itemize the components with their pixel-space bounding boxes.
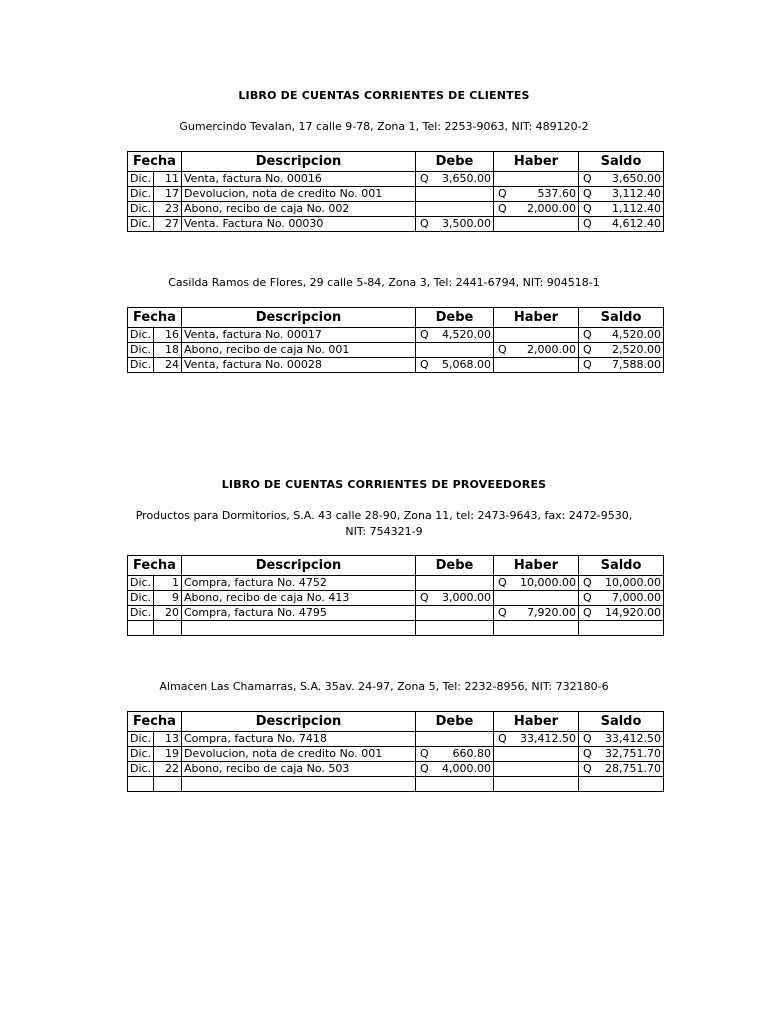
currency-symbol: Q [583,762,592,775]
col-header-haber: Haber [494,712,579,732]
header-row [128,152,664,172]
cell-description: Abono, recibo de caja No. 001 [182,343,416,358]
currency-symbol: Q [420,217,429,230]
table-row [128,328,664,343]
col-header-saldo: Saldo [579,712,664,732]
cell-debe [416,328,494,343]
cell-saldo [579,202,664,217]
header-row [128,712,664,732]
cell-day: 13 [154,732,182,747]
cell-saldo [579,217,664,232]
table-row [128,358,664,373]
amount-value: 3,650.00 [612,172,661,185]
amount-value: 3,000.00 [442,591,491,604]
cell-month: Dic. [128,732,154,747]
currency-symbol: Q [498,576,507,589]
amount-value: 4,520.00 [612,328,661,341]
cell-description: Devolucion, nota de credito No. 001 [182,187,416,202]
cell-debe [416,762,494,777]
currency-symbol: Q [583,747,592,760]
col-header-descripcion: Descripcion [182,712,416,732]
cell-haber [494,358,579,373]
amount-value: 7,000.00 [612,591,661,604]
account-party-dormitorios [0,508,768,540]
cell-day: 11 [154,172,182,187]
party-line-2: NIT: 754321-9 [345,525,423,538]
cell-saldo [579,732,664,747]
amount-value: 2,520.00 [612,343,661,356]
cell-day: 20 [154,606,182,621]
cell-saldo [579,576,664,591]
table-row [128,187,664,202]
cell-debe [416,606,494,621]
cell-description: Abono, recibo de caja No. 503 [182,762,416,777]
cell-month: Dic. [128,358,154,373]
cell-description: Venta, factura No. 00017 [182,328,416,343]
currency-symbol: Q [498,187,507,200]
cell-month: Dic. [128,591,154,606]
amount-value: 4,520.00 [442,328,491,341]
cell-haber [494,343,579,358]
col-header-haber: Haber [494,556,579,576]
amount-value: 1,112.40 [612,202,661,215]
empty-cell [182,777,416,792]
table-row [128,576,664,591]
currency-symbol: Q [420,762,429,775]
currency-symbol: Q [583,576,592,589]
amount-value: 3,650.00 [442,172,491,185]
cell-description: Compra, factura No. 4795 [182,606,416,621]
cell-haber [494,187,579,202]
cell-saldo [579,606,664,621]
empty-cell [182,621,416,636]
cell-day: 27 [154,217,182,232]
header-row [128,308,664,328]
currency-symbol: Q [583,328,592,341]
col-header-haber: Haber [494,152,579,172]
amount-value: 3,500.00 [442,217,491,230]
amount-value: 10,000.00 [605,576,661,589]
cell-debe [416,576,494,591]
cell-day: 9 [154,591,182,606]
currency-symbol: Q [420,358,429,371]
cell-haber [494,591,579,606]
col-header-saldo: Saldo [579,308,664,328]
cell-debe [416,202,494,217]
cell-day: 19 [154,747,182,762]
amount-value: 537.60 [537,187,576,200]
cell-month: Dic. [128,343,154,358]
amount-value: 4,612.40 [612,217,661,230]
empty-row [128,621,664,636]
currency-symbol: Q [583,343,592,356]
header-row [128,556,664,576]
account-party-gumercindo: Gumercindo Tevalan, 17 calle 9-78, Zona 1, Tel: 2253-9063, NIT: 489120-2 [179,120,589,133]
cell-debe [416,343,494,358]
account-party-casilda: Casilda Ramos de Flores, 29 calle 5-84, Zona 3, Tel: 2441-6794, NIT: 904518-1 [168,276,600,289]
col-header-debe: Debe [416,556,494,576]
table-row [128,732,664,747]
currency-symbol: Q [420,747,429,760]
cell-month: Dic. [128,606,154,621]
empty-cell [154,621,182,636]
cell-month: Dic. [128,202,154,217]
empty-cell [128,777,154,792]
table-row [128,762,664,777]
col-header-debe: Debe [416,308,494,328]
col-header-fecha: Fecha [128,712,182,732]
currency-symbol: Q [583,606,592,619]
empty-cell [494,777,579,792]
cell-debe [416,358,494,373]
currency-symbol: Q [583,217,592,230]
amount-value: 4,000.00 [442,762,491,775]
col-header-fecha: Fecha [128,152,182,172]
cell-day: 18 [154,343,182,358]
col-header-debe: Debe [416,152,494,172]
empty-cell [494,621,579,636]
cell-month: Dic. [128,747,154,762]
amount-value: 2,000.00 [527,202,576,215]
amount-value: 7,588.00 [612,358,661,371]
col-header-descripcion: Descripcion [182,556,416,576]
table-row [128,172,664,187]
party-line-1: Productos para Dormitorios, S.A. 43 calle 28-90, Zona 11, tel: 2473-9643, fax: 2472-9530, [135,509,633,522]
table-row [128,591,664,606]
cell-day: 16 [154,328,182,343]
cell-debe [416,187,494,202]
currency-symbol: Q [583,591,592,604]
cell-debe [416,747,494,762]
col-header-haber: Haber [494,308,579,328]
cell-day: 17 [154,187,182,202]
cell-saldo [579,172,664,187]
amount-value: 5,068.00 [442,358,491,371]
cell-description: Abono, recibo de caja No. 002 [182,202,416,217]
cell-description: Venta, factura No. 00016 [182,172,416,187]
col-header-fecha: Fecha [128,308,182,328]
cell-haber [494,217,579,232]
empty-cell [579,621,664,636]
cell-haber [494,172,579,187]
cell-saldo [579,187,664,202]
cell-haber [494,762,579,777]
cell-haber [494,328,579,343]
cell-saldo [579,343,664,358]
currency-symbol: Q [583,732,592,745]
amount-value: 32,751.70 [605,747,661,760]
cell-haber [494,732,579,747]
cell-day: 22 [154,762,182,777]
ledger-table [127,555,664,636]
cell-haber [494,576,579,591]
cell-description: Compra, factura No. 4752 [182,576,416,591]
currency-symbol: Q [420,328,429,341]
amount-value: 10,000.00 [520,576,576,589]
empty-cell [579,777,664,792]
cell-day: 24 [154,358,182,373]
empty-cell [416,621,494,636]
cell-saldo [579,358,664,373]
cell-debe [416,217,494,232]
empty-cell [416,777,494,792]
ledger-table [127,307,664,373]
table-row [128,606,664,621]
cell-month: Dic. [128,328,154,343]
cell-day: 23 [154,202,182,217]
table-row [128,202,664,217]
currency-symbol: Q [420,591,429,604]
currency-symbol: Q [498,606,507,619]
table-row [128,217,664,232]
cell-debe [416,732,494,747]
account-party-chamarras: Almacen Las Chamarras, S.A. 35av. 24-97, Zona 5, Tel: 2232-8956, NIT: 732180-6 [159,680,609,693]
table-row [128,747,664,762]
cell-day: 1 [154,576,182,591]
amount-value: 660.80 [452,747,491,760]
cell-haber [494,606,579,621]
col-header-descripcion: Descripcion [182,152,416,172]
col-header-descripcion: Descripcion [182,308,416,328]
col-header-saldo: Saldo [579,556,664,576]
amount-value: 3,112.40 [612,187,661,200]
empty-cell [128,621,154,636]
currency-symbol: Q [583,187,592,200]
empty-cell [154,777,182,792]
currency-symbol: Q [583,172,592,185]
cell-month: Dic. [128,217,154,232]
cell-haber [494,747,579,762]
table-row [128,343,664,358]
amount-value: 28,751.70 [605,762,661,775]
cell-debe [416,172,494,187]
cell-debe [416,591,494,606]
currency-symbol: Q [498,732,507,745]
col-header-saldo: Saldo [579,152,664,172]
cell-description: Venta, factura No. 00028 [182,358,416,373]
cell-month: Dic. [128,762,154,777]
cell-haber [494,202,579,217]
proveedores-title: LIBRO DE CUENTAS CORRIENTES DE PROVEEDORES [221,478,547,491]
ledger-table [127,151,664,232]
currency-symbol: Q [420,172,429,185]
cell-description: Devolucion, nota de credito No. 001 [182,747,416,762]
empty-row [128,777,664,792]
cell-description: Venta. Factura No. 00030 [182,217,416,232]
currency-symbol: Q [583,202,592,215]
amount-value: 14,920.00 [605,606,661,619]
cell-saldo [579,762,664,777]
currency-symbol: Q [498,202,507,215]
col-header-fecha: Fecha [128,556,182,576]
currency-symbol: Q [498,343,507,356]
amount-value: 2,000.00 [527,343,576,356]
currency-symbol: Q [583,358,592,371]
amount-value: 7,920.00 [527,606,576,619]
cell-month: Dic. [128,187,154,202]
cell-month: Dic. [128,576,154,591]
clientes-title: LIBRO DE CUENTAS CORRIENTES DE CLIENTES [238,89,530,102]
cell-description: Compra, factura No. 7418 [182,732,416,747]
cell-saldo [579,747,664,762]
cell-saldo [579,328,664,343]
cell-saldo [579,591,664,606]
cell-month: Dic. [128,172,154,187]
amount-value: 33,412.50 [605,732,661,745]
ledger-table [127,711,664,792]
cell-description: Abono, recibo de caja No. 413 [182,591,416,606]
amount-value: 33,412.50 [520,732,576,745]
col-header-debe: Debe [416,712,494,732]
